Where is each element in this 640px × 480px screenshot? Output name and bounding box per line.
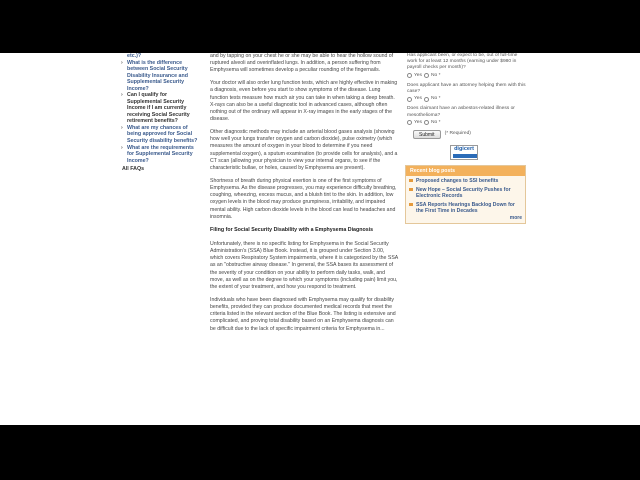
blog-post-link[interactable]: New Hope – Social Security Pushes for Electronic Records xyxy=(406,185,525,200)
article-paragraph: Shortness of breath during physical exertion is one of the first symptoms of Emphysema. As the disease progresses, you may experience difficulty breathing, coughing, wheezing, excess mucus, and a bluish tint to the skin. In addition, low oxygen levels in the blood may produce grumpiness, irritability, and impaired mental ability. High carbon dioxide levels in the blood can lead to headaches and insomnia. xyxy=(210,177,397,220)
form-question-work: Has applicant been, or expect to be, out of full-time work for at least 12 months (earning under $980 in payroll checks per month)? xyxy=(407,53,518,71)
radio-no-label: No * xyxy=(430,96,441,102)
article-paragraph: Unfortunately, there is no specific listing for Emphysema in the Social Security Administration's (SSA) Blue Book. Instead, it is grouped under Section 3.00, which covers Respiratory System impairments, where it is categorized by the SSA as an "obstructive airway disease." In general, the SSA bases its assessment of the severity of your condition on your ability to perform daily tasks, walk, and move, as well as on the degree to which your symptoms (including pain) limit you, the extent of your treatment, and how you respond to treatment. xyxy=(210,240,398,291)
faq-link-ssdi-vs-ssi[interactable]: › What is the difference between Social Security Disability Insurance and Supplemental Security Income? xyxy=(120,60,202,92)
form-question-attorney: Does applicant have an attorney helping them with this case? xyxy=(407,82,526,95)
faq-link-ssi-retirement[interactable] xyxy=(120,92,202,124)
radio-group-asbestos xyxy=(407,120,526,126)
radio-yes[interactable] xyxy=(407,97,412,102)
radio-yes[interactable] xyxy=(407,120,412,125)
recent-blog-posts xyxy=(405,165,526,224)
article-paragraph: and by tapping on your chest he or she may be able to hear the hollow sound of ruptured alveoli and overinflated lungs. In addition, a person suffering from Emphysema will sometimes develop a peculiar rounding of the fingernails. xyxy=(210,53,394,74)
radio-yes-label: Yes xyxy=(414,72,422,78)
required-note: (* Required) xyxy=(444,131,471,137)
digicert-seal-bar xyxy=(453,154,477,158)
radio-no-label: No * xyxy=(430,72,441,78)
radio-no-label: No * xyxy=(430,119,441,125)
faq-link-ssi-requirements[interactable]: › What are the requirements for Supplemental Security Income? xyxy=(120,145,202,164)
submit-button[interactable]: Submit xyxy=(413,130,441,139)
submit-row xyxy=(413,130,526,139)
article-heading: Filing for Social Security Disability with a Emphysema Diagnosis xyxy=(210,226,374,233)
radio-yes-label: Yes xyxy=(414,119,422,125)
digicert-seal[interactable] xyxy=(450,145,478,160)
faq-link-continued[interactable]: etc.)? xyxy=(127,53,142,59)
article-paragraph: Individuals who have been diagnosed with Emphysema may qualify for disability benefits, provided they can produce documented medical records that meet the criteria listed in the relevant section of the Blue Book. The listing is extensive and complicated, and proving total disability based on an Emphysema diagnosis can be difficult due to the lack of specific impairment criteria for Emphysema in... xyxy=(210,296,396,332)
form-question-asbestos: Does claimant have an asbestos-related illness or mesothelioma? xyxy=(407,106,515,118)
right-column xyxy=(405,53,528,224)
blog-post-link[interactable]: Proposed changes to SSI benefits xyxy=(406,176,525,185)
article-body xyxy=(210,53,398,338)
all-faqs-link[interactable]: All FAQs xyxy=(122,165,145,172)
radio-yes-label: Yes xyxy=(414,96,422,102)
article-paragraph: Your doctor will also order lung function tests, which are highly effective in making a diagnosis, even before you start to show symptoms of the disease. Lung function tests measure how much air you can take in when taking a deep breath. X-rays can also be a useful diagnostic tool in advanced cases, although often nothing out of the ordinary will appear in X-ray images in the early stages of the disease. xyxy=(210,80,398,123)
eligibility-form xyxy=(405,53,528,139)
blog-heading: Recent blog posts xyxy=(406,166,525,176)
radio-no[interactable] xyxy=(424,73,429,78)
radio-group-attorney xyxy=(407,96,526,102)
faq-link-approval-chances[interactable]: › What are my chances of being approved for Social Security disability benefits? xyxy=(120,125,202,144)
blog-more-link[interactable]: more xyxy=(509,215,522,222)
page-margin-right xyxy=(532,53,640,425)
browser-viewport xyxy=(0,53,640,425)
faq-question-text: Can I qualify for Supplemental Security Income if I am currently receiving Social Security retirement benefits? xyxy=(127,92,190,125)
blog-post-link[interactable]: SSA Reports Hearings Backlog Down for the First Time in Decades xyxy=(406,200,525,215)
digicert-logo: digicert xyxy=(454,146,474,153)
radio-no[interactable] xyxy=(424,120,429,125)
radio-no[interactable] xyxy=(424,97,429,102)
article-paragraph: Other diagnostic methods may include an arterial blood gases analysis (showing how well your lungs transfer oxygen and carbon dioxide), pulse oximetry (which measures the amount of oxygen in your blood to determine if you need supplemental oxygen), a sputum examination (to provide cells for analysis), and a CT scan (allowing your physician to view your internal organs, to see if the characteristic bullae, or holes, caused by Emphysema are present). xyxy=(210,129,398,172)
radio-group-work xyxy=(407,73,526,79)
page-margin-left xyxy=(0,53,107,425)
faq-sidebar xyxy=(120,53,202,173)
radio-yes[interactable] xyxy=(407,73,412,78)
